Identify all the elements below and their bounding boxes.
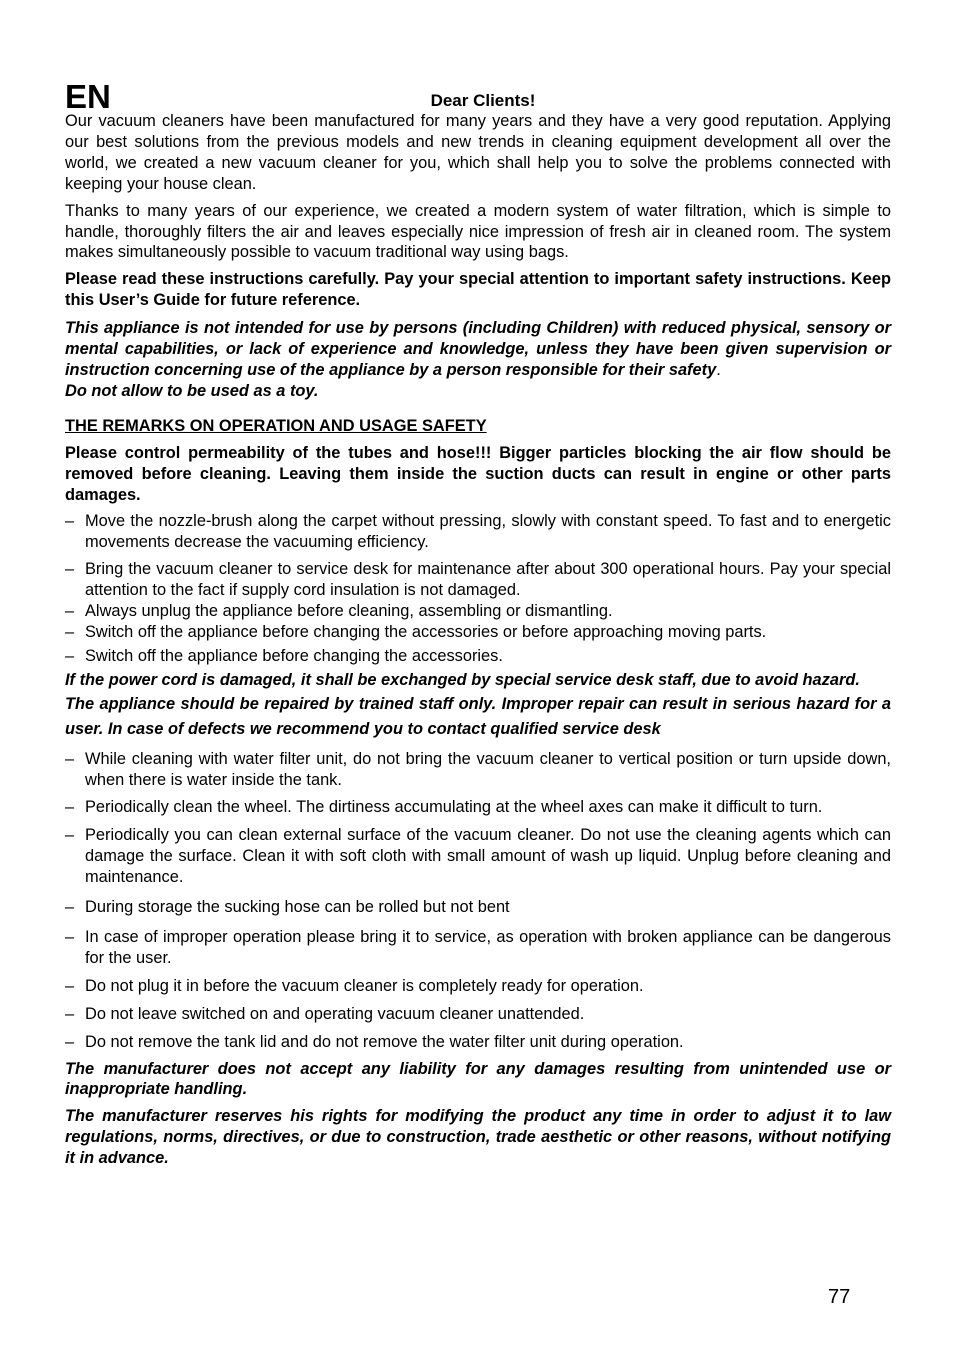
list-item-text: Bring the vacuum cleaner to service desk for maintenance after about 300 operational hours. Pay your special attention to the fact if supply cord insulation is not damaged. — [85, 560, 891, 600]
greeting-title: Dear Clients! — [430, 91, 536, 110]
dash-bullet: – — [65, 622, 75, 641]
intro-paragraph: Our vacuum cleaners have been manufactured for many years and they have a very good reputation. Applying our best solutions from the previous models and new trends in cleaning equipment development all over the world, we created a new vacuum cleaner for you, which shall help you to solve the problems connected with keeping your house clean. — [65, 112, 891, 193]
capability-warning-text: This appliance is not intended for use by persons (including Children) with reduced physical, sensory or mental capabilities, or lack of experience and knowledge, unless they have been given supervision or instruction concerning use of the appliance by a person responsible for their safety — [65, 319, 891, 379]
list-item-text: Do not plug it in before the vacuum cleaner is completely ready for operation. — [85, 976, 644, 995]
list-item-text: Do not remove the tank lid and do not remove the water filter unit during operation. — [85, 1032, 684, 1051]
list-item — [65, 622, 891, 643]
list-item — [65, 749, 891, 791]
list-item — [65, 1032, 891, 1053]
list-item-text: In case of improper operation please bring it to service, as operation with broken appliance can be dangerous for the user. — [85, 928, 891, 967]
list-item — [65, 1004, 891, 1025]
repair-warning: The appliance should be repaired by trained staff only. Improper repair can result in serious hazard for a user. In case of defects we recommend you to contact qualified service desk — [65, 694, 891, 738]
list-item-text: Do not leave switched on and operating vacuum cleaner unattended. — [85, 1004, 585, 1023]
dash-bullet: – — [65, 928, 75, 946]
list-item — [65, 511, 891, 553]
dash-bullet: – — [65, 798, 75, 817]
manual-page — [65, 78, 891, 1169]
list-item — [65, 646, 891, 667]
dash-bullet: – — [65, 898, 75, 917]
list-item-text: Periodically clean the wheel. The dirtiness accumulating at the wheel axes can make it difficult to turn. — [85, 798, 823, 817]
dash-bullet: – — [65, 976, 75, 995]
list-item — [65, 976, 891, 997]
list-item-text: Periodically you can clean external surface of the vacuum cleaner. Do not use the cleaning agents which can damage the surface. Clean it with soft cloth with small amount of wash up liquid. Unplug before cleaning and maintenance. — [85, 826, 891, 887]
list-item — [65, 897, 891, 918]
maintenance-list — [65, 749, 891, 1053]
intro-paragraph: Thanks to many years of our experience, we created a modern system of water filtration, which is simple to handle, thoroughly filters the air and leaves especially nice impression of fresh air in cleaned room. The system makes simultaneously possible to vacuum traditional way using bags. — [65, 201, 891, 262]
safety-list — [65, 511, 891, 666]
dash-bullet: – — [65, 749, 75, 768]
language-code: EN — [65, 78, 111, 115]
power-cord-warning: If the power cord is damaged, it shall be exchanged by special service desk staff, due to avoid hazard. — [65, 670, 860, 689]
dash-bullet: – — [65, 602, 75, 621]
dash-bullet: – — [65, 1004, 75, 1023]
dash-bullet: – — [65, 1032, 75, 1051]
safety-heading: THE REMARKS ON OPERATION AND USAGE SAFETY — [65, 416, 487, 435]
capability-warning-period: . — [716, 360, 721, 379]
list-item-text: While cleaning with water filter unit, do not bring the vacuum cleaner to vertical position or turn upside down, when there is water inside the tank. — [85, 749, 891, 789]
toy-warning: Do not allow to be used as a toy. — [65, 381, 319, 400]
dash-bullet: – — [65, 512, 75, 531]
dash-bullet: – — [65, 826, 75, 845]
list-item — [65, 601, 891, 622]
list-item-text: Switch off the appliance before changing the accessories. — [85, 646, 503, 665]
liability-notice: The manufacturer does not accept any liability for any damages resulting from unintended use or inappropriate handling. — [65, 1059, 891, 1099]
modification-rights-notice: The manufacturer reserves his rights for modifying the product any time in order to adjust it to law regulations, norms, directives, or due to construction, trade aesthetic or other reasons, without notifying it in advance. — [65, 1107, 891, 1168]
list-item-text: Switch off the appliance before changing the accessories or before approaching moving parts. — [85, 622, 767, 641]
capability-warning — [65, 318, 891, 381]
dash-bullet: – — [65, 646, 75, 665]
read-instructions-notice: Please read these instructions carefully. Pay your special attention to important safety instructions. Keep this User’s Guide for future reference. — [65, 270, 891, 310]
page-number: 77 — [828, 1286, 851, 1308]
tube-permeability-notice: Please control permeability of the tubes and hose!!! Bigger particles blocking the air flow should be removed before cleaning. Leaving them inside the suction ducts can result in engine or other parts damages. — [65, 443, 891, 504]
list-item-text: Move the nozzle-brush along the carpet without pressing, slowly with constant speed. To fast and to energetic movements decrease the vacuuming efficiency. — [85, 512, 891, 552]
dash-bullet: – — [65, 560, 75, 579]
list-item — [65, 559, 891, 601]
list-item — [65, 825, 891, 888]
list-item — [65, 797, 891, 818]
list-item-text: During storage the sucking hose can be rolled but not bent — [85, 898, 510, 917]
list-item — [65, 927, 891, 969]
list-item-text: Always unplug the appliance before cleaning, assembling or dismantling. — [85, 602, 613, 621]
